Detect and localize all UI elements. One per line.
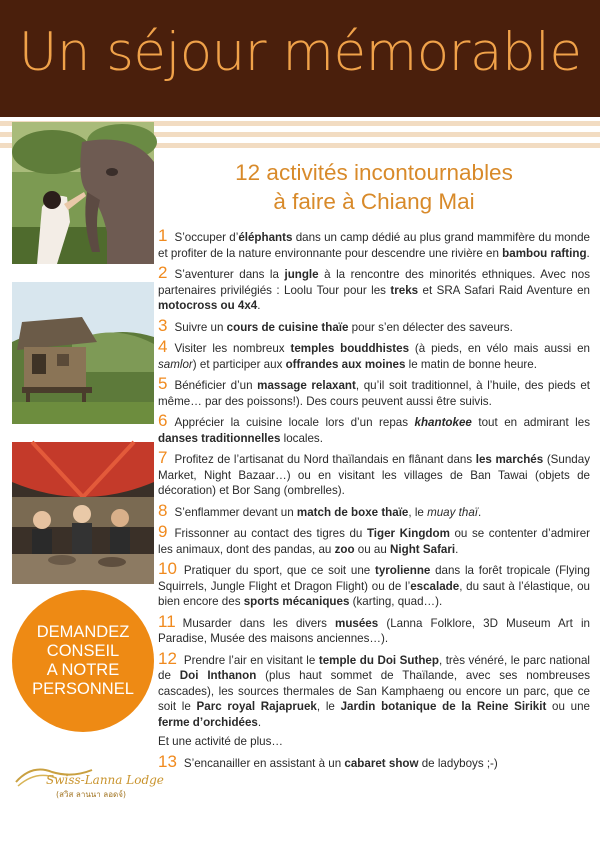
activity-item [158,413,590,446]
activity-number: 10 [158,559,177,578]
activity-text: temples bouddhistes [290,342,410,355]
activity-text: , du saut à l’élastique, ou bien encore des [158,579,590,608]
activity-text: samlor [158,357,193,371]
activity-text: massage relaxant [257,379,356,392]
activity-text: Night Safari [390,542,456,556]
cta-line-3: A NOTRE [46,661,120,679]
activity-text: escalade [410,579,460,593]
activity-item [158,500,590,521]
activity-text: muay thaï [427,505,478,519]
activity-text: treks [390,283,419,297]
activity-item [158,751,590,772]
ask-staff-badge [12,590,154,732]
activity-text: à la rencontre des minorités ethniques. Avec nos partenaires privilégiés : Loolu Tour pour les [158,268,590,297]
subtitle-line-1: 12 activités incontournables [235,160,513,185]
section-subtitle [158,158,590,216]
activity-text: Parc royal Rajapruek [196,700,317,713]
activity-text: Bénéficier d’un [174,379,258,392]
activity-number: 6 [158,411,168,430]
activity-item [158,315,590,336]
activity-item [158,611,590,647]
activity-text: dans la forêt tropicale (Flying Squirrels, Jungle Flight et Dragon Flight) ou de l’ [158,564,590,593]
activity-text: Visiter les nombreux [174,342,291,355]
activity-text: Frissonner au contact des tigres du [174,527,367,540]
activity-text: match de boxe thaïe [296,505,409,519]
activity-text: (à pieds, en vélo mais aussi en [409,342,590,355]
activity-text: Prendre l’air en visitant le [183,653,319,667]
activity-number: 13 [158,751,177,771]
activity-text: éléphants [238,231,293,244]
svg-text:(สวิส ลานนา ลอดจ์): (สวิส ลานนา ลอดจ์) [56,790,126,799]
activity-text: de ladyboys ;-) [418,756,498,770]
extra-activity [158,751,590,772]
activity-text: motocross ou 4x4 [158,299,258,312]
activity-list [158,228,590,730]
activity-text: S’encanailler en assistant à un [183,756,345,770]
activity-text: S’aventurer dans la [174,268,285,281]
activity-text: et SRA Safari Raid Aventure en [418,283,590,297]
activity-item [158,339,590,372]
activity-number: 3 [158,315,168,335]
activity-item [158,450,590,499]
activity-text: , le [316,700,341,713]
page-title: Un séjour mémorable [18,22,582,83]
activity-text: Apprécier la cuisine locale lors d’un repas [174,416,415,429]
cta-line-1: DEMANDEZ [36,623,130,641]
activity-number: 4 [158,337,168,356]
activity-text: Tiger Kingdom [366,527,450,540]
activity-text: . [455,542,459,556]
cta-line-2: CONSEIL [46,642,120,660]
activity-number: 8 [158,500,168,520]
activity-text: S’enflammer devant un [174,505,297,519]
activity-text: Jardin botanique de la Reine Sirikit [340,700,547,713]
activity-text: ferme d’orchidées [158,715,258,729]
activity-text: danses traditionnelles [158,431,281,445]
activity-text: S’occuper d’ [174,231,239,244]
activity-text: . [257,299,261,312]
activity-text: le matin de bonne heure. [405,357,537,371]
village-hut-photo [12,282,154,424]
activity-text: temple du Doi Suthep [318,653,439,667]
activity-text: Musarder dans les divers [182,616,336,630]
activity-number: 12 [158,648,177,668]
activity-text: ou au [354,542,391,556]
activity-text: cabaret show [344,756,419,770]
activity-text: , qu’il soit traditionnel, à l’huile, des pieds et même… par des poissons!). Des cours peuvent aussi être suivis. [158,379,590,408]
activity-text: musées [335,616,379,630]
activity-text: zoo [334,542,355,556]
activity-text: khantokee [414,416,472,429]
cooking-class-photo [12,442,154,584]
activity-text: (Sunday Market, Night Bazaar…) ou en visitant les villages de Ban Tawai (objets de décoration) et Bor Sang (ombrelles). [158,453,590,497]
cta-line-4: PERSONNEL [32,680,134,698]
activity-item [158,228,590,261]
main-content [158,158,590,775]
activity-text: (karting, quad…). [349,595,443,608]
activity-text: ou une [546,700,591,713]
activity-text: , très vénéré, le parc national de [158,653,591,682]
activity-number: 9 [158,522,168,541]
activity-text: cours de cuisine thaïe [226,320,349,334]
activity-text: pour s’en délecter des saveurs. [348,320,513,334]
activity-text: . [478,505,482,519]
activity-text: Profitez de l’artisanat du Nord thaïlandais en flânant dans [174,453,476,466]
header-banner [0,0,600,117]
activity-text: (plus haut sommet de Thaïlande, avec ses nombreuses cascades), les sources thermales de San Kamphaeng ou encore un parc, que ce soit le [158,669,591,713]
activity-text: Suivre un [174,320,227,334]
activity-text: jungle [284,268,319,281]
activity-text: sports mécaniques [243,595,350,608]
activity-number: 7 [158,448,168,467]
elephant-photo [12,122,154,264]
activity-number: 1 [158,226,168,245]
activity-text: ) et participer aux [192,357,286,371]
activity-text: ou se contenter d’admirer les animaux, dont des pandas, au [158,527,591,556]
activity-item [158,648,591,731]
activity-item [158,561,590,610]
activity-text: tyrolienne [374,564,431,577]
activity-text: offrandes aux moines [285,357,406,371]
activity-item [158,376,590,409]
activity-text: (Lanna Folklore, 3D Museum Art in Paradise, Musée des maisons anciennes…). [158,616,590,645]
activity-number: 11 [158,611,176,631]
extra-intro: Et une activité de plus… [158,735,284,748]
activity-text: . [586,246,590,260]
activity-text: les marchés [475,453,544,466]
svg-text:Swiss-Lanna Lodge: Swiss-Lanna Lodge [46,773,164,787]
activity-text: Doi Inthanon [179,669,257,682]
activity-text: dans un camp dédié au plus grand mammifère du monde et profiter de la nature environnante pour descendre une rivière en [158,231,590,260]
activity-text: tout en admirant les [471,416,590,429]
subtitle-line-2: à faire à Chiang Mai [273,189,475,214]
swiss-lanna-lodge-logo [12,762,164,802]
activity-text: , le [408,505,428,519]
activity-text: bambou rafting [502,246,587,260]
activity-item [158,265,590,314]
activity-text: locales. [280,431,323,445]
activity-number: 5 [158,374,168,393]
activity-text: . [257,715,262,729]
activity-text: Pratiquer du sport, que ce soit une [183,564,375,577]
activity-number: 2 [158,263,168,282]
activity-item [158,524,590,557]
